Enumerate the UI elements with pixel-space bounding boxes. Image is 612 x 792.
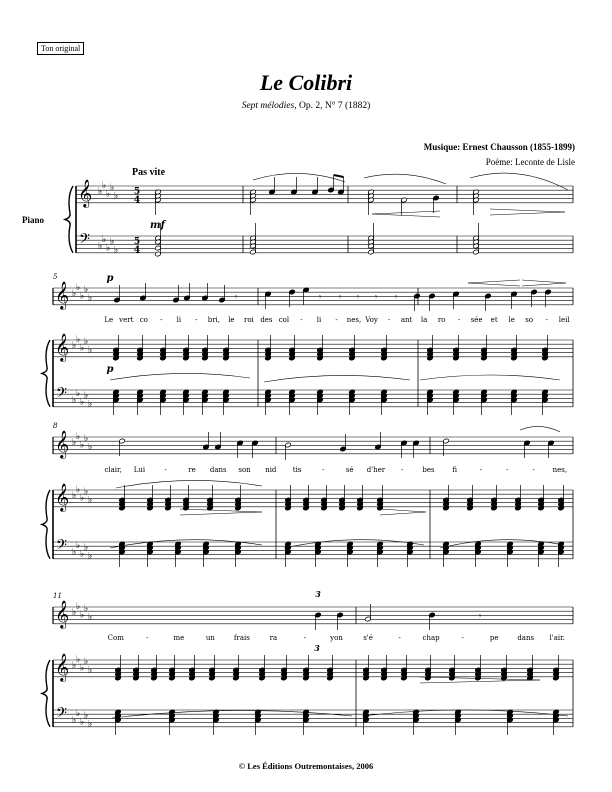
dynamic-mf: mf — [150, 220, 165, 231]
flat-icon: ♭ — [72, 608, 77, 619]
collection-name: Sept mélodies — [241, 101, 295, 111]
lyric-syllable: Voy — [365, 316, 378, 324]
flat-icon: ♭ — [76, 541, 81, 552]
slur — [440, 540, 564, 548]
flat-icon: ♭ — [80, 493, 85, 504]
lyric-syllable: re — [188, 466, 196, 474]
lyric-syllable: l'air. — [549, 634, 565, 642]
lyric-syllable: - — [146, 634, 149, 642]
lyric-syllable: co — [139, 316, 148, 324]
lyric-syllable: sé — [345, 466, 354, 474]
lyric-syllable: col — [278, 316, 290, 324]
slur — [520, 426, 560, 432]
lyric-syllable: nes, — [346, 316, 362, 324]
piano-treble-staff — [76, 186, 573, 203]
lyric-syllable: roi — [244, 316, 254, 324]
lyric-syllable: - — [300, 316, 303, 324]
flat-icon: ♭ — [72, 341, 77, 352]
slur — [110, 373, 250, 380]
flat-icon: ♭ — [76, 282, 81, 293]
crescendo-hairpin — [372, 211, 440, 217]
flat-icon: ♭ — [84, 285, 89, 295]
lyric-syllable: des — [260, 316, 273, 324]
lyric-syllable: li — [316, 316, 322, 324]
flat-icon: ♭ — [88, 551, 93, 562]
lyric-syllable: me — [173, 634, 185, 642]
time-sig-top: 5 — [133, 237, 141, 247]
lyric-syllable: d'her — [366, 466, 386, 474]
flat-icon: ♭ — [106, 243, 111, 254]
lyric-syllable: - — [545, 316, 548, 324]
lyric-syllable: - — [164, 466, 167, 474]
lyric-syllable: leil — [558, 316, 570, 324]
flat-icon: ♭ — [88, 612, 93, 623]
flat-icon: ♭ — [110, 183, 115, 193]
flat-icon: ♭ — [84, 543, 89, 554]
lyric-syllable: - — [461, 634, 464, 642]
eighth-rest: 𝄾 — [318, 293, 322, 303]
flat-icon: ♭ — [80, 549, 85, 560]
lyric-syllable: ant — [400, 316, 413, 324]
flat-icon: ♭ — [84, 711, 89, 722]
flat-icon: ♭ — [84, 337, 89, 347]
tuplet-number: 3 — [315, 589, 321, 599]
composer-credit: Musique: Ernest Chausson (1855-1899) — [423, 142, 575, 152]
lyric-syllable: vert — [119, 316, 134, 324]
lyric-syllable: - — [479, 466, 483, 474]
flat-icon: ♭ — [76, 601, 81, 612]
lyric-syllable: ro — [437, 316, 446, 324]
flat-icon: ♭ — [72, 491, 77, 502]
lyric-syllable: frais — [233, 634, 250, 642]
flat-icon: ♭ — [84, 434, 89, 444]
lyric-syllable: le — [508, 316, 515, 324]
lyric-syllable: - — [387, 316, 391, 324]
eighth-rest: 𝄾 — [356, 293, 360, 303]
lyric-syllable: yon — [330, 634, 343, 642]
slur — [253, 173, 345, 182]
flat-icon: ♭ — [114, 191, 119, 202]
flat-icon: ♭ — [88, 399, 93, 410]
bass-clef-icon: 𝄢 — [56, 385, 67, 405]
lyric-syllable: Le — [104, 316, 114, 324]
bass-clef-icon: 𝄢 — [56, 537, 67, 557]
lyric-syllable: pe — [489, 634, 499, 642]
piano-brace — [42, 490, 50, 559]
flat-icon: ♭ — [88, 442, 93, 453]
treble-clef-icon: 𝄞 — [55, 483, 70, 511]
tempo-marking: Pas vite — [132, 167, 166, 178]
crescendo-hairpin — [468, 280, 520, 286]
treble-clef-icon: 𝄞 — [55, 600, 70, 628]
flat-icon: ♭ — [72, 715, 77, 726]
slur — [264, 375, 410, 382]
time-sig-top: 5 — [133, 187, 141, 197]
lyric-syllable: s'é — [363, 634, 373, 642]
flat-icon: ♭ — [80, 440, 85, 451]
flat-icon: ♭ — [72, 289, 77, 300]
copyright-notice: © Les Éditions Outremontaises, 2006 — [238, 761, 374, 771]
treble-clef-icon: 𝄞 — [78, 179, 93, 207]
lyric-syllable: chap — [422, 634, 440, 642]
lyric-syllable: son — [238, 466, 251, 474]
flat-icon: ♭ — [88, 345, 93, 356]
lyric-syllable: sée — [470, 316, 483, 324]
lyric-syllable: - — [335, 316, 338, 324]
lyric-syllable: - — [506, 466, 509, 474]
poet-credit: Poème: Leconte de Lisle — [485, 157, 575, 167]
ton-original-label: Ton original — [37, 42, 84, 55]
time-sig-bottom: 4 — [133, 195, 141, 206]
lyric-syllable: tis — [292, 466, 302, 474]
voice-staff — [53, 607, 573, 624]
measure-number: 8 — [53, 422, 58, 430]
lyric-syllable: - — [532, 466, 535, 474]
bass-clef-icon: 𝄢 — [79, 231, 90, 251]
treble-clef-icon: 𝄞 — [55, 281, 70, 309]
flat-icon: ♭ — [114, 245, 119, 256]
flat-icon: ♭ — [76, 431, 81, 442]
flat-icon: ♭ — [80, 610, 85, 621]
lyric-syllable: ra — [269, 634, 278, 642]
lyric-syllable: bes — [422, 466, 435, 474]
flat-icon: ♭ — [88, 665, 93, 676]
eighth-rest: 𝄾 — [234, 293, 238, 303]
slur — [364, 174, 446, 184]
flat-icon: ♭ — [76, 484, 81, 495]
tuplet-number: 3 — [314, 643, 320, 653]
lyric-syllable: dans — [209, 466, 227, 474]
lyric-syllable: le — [228, 316, 235, 324]
lyric-syllable: la — [420, 316, 428, 324]
lyric-syllable: bri, — [207, 316, 221, 324]
lyric-syllable: - — [195, 316, 198, 324]
decrescendo-hairpin — [180, 509, 262, 515]
eighth-rest: 𝄾 — [374, 293, 378, 303]
piano-treble-staff — [53, 340, 573, 357]
flat-icon: ♭ — [72, 547, 77, 558]
treble-clef-icon: 𝄞 — [55, 653, 70, 681]
lyric-syllable: un — [205, 634, 215, 642]
eighth-rest: 𝄾 — [338, 293, 342, 303]
piano-brace — [42, 340, 50, 407]
flat-icon: ♭ — [84, 391, 89, 402]
lyric-syllable: - — [303, 634, 307, 642]
flat-icon: ♭ — [76, 389, 81, 400]
lyric-syllable: so — [525, 316, 534, 324]
lyric-syllable: - — [160, 316, 163, 324]
piano-brace — [65, 186, 73, 253]
flat-icon: ♭ — [76, 334, 81, 345]
lyric-syllable: fi — [452, 466, 458, 474]
treble-clef-icon: 𝄞 — [55, 430, 70, 458]
treble-clef-icon: 𝄞 — [55, 333, 70, 361]
decrescendo-hairpin — [522, 280, 566, 286]
eighth-rest: 𝄾 — [394, 293, 398, 303]
flat-icon: ♭ — [98, 187, 103, 198]
flat-icon: ♭ — [72, 438, 77, 449]
instrument-label: Piano — [22, 215, 45, 225]
slur — [116, 480, 262, 488]
flat-icon: ♭ — [80, 343, 85, 354]
piano-bass-staff — [53, 390, 573, 407]
dynamic-p: p — [106, 364, 114, 375]
slur — [470, 173, 568, 190]
measure-number: 5 — [53, 273, 58, 281]
slur — [362, 710, 568, 716]
slur — [284, 540, 424, 548]
eighth-rest: 𝄾 — [478, 612, 482, 622]
voice-staff — [53, 288, 573, 305]
dynamic-p: p — [106, 273, 114, 284]
flat-icon: ♭ — [88, 293, 93, 304]
lyric-syllable: Lui — [133, 466, 146, 474]
lyric-syllable: clair, — [104, 466, 122, 474]
flat-icon: ♭ — [110, 237, 115, 248]
piano-bass-staff — [76, 236, 573, 253]
lyric-syllable: dans — [517, 634, 535, 642]
flat-icon: ♭ — [80, 397, 85, 408]
lyric-syllable: - — [457, 316, 461, 324]
decrescendo-hairpin — [380, 509, 426, 515]
flat-icon: ♭ — [98, 241, 103, 252]
lyric-syllable: - — [398, 634, 401, 642]
song-title: Le Colibri — [259, 70, 353, 95]
lyric-syllable: nid — [265, 466, 277, 474]
lyric-syllable: - — [322, 466, 325, 474]
flat-icon: ♭ — [84, 604, 89, 614]
flat-icon: ♭ — [72, 661, 77, 672]
flat-icon: ♭ — [102, 235, 107, 246]
bass-clef-icon: 𝄢 — [56, 705, 67, 725]
piano-brace — [42, 660, 50, 727]
slur — [420, 375, 560, 380]
flat-icon: ♭ — [88, 719, 93, 730]
lyric-syllable: li — [176, 316, 182, 324]
lyric-syllable: nes, — [552, 466, 568, 474]
lyric-syllable: - — [401, 466, 404, 474]
flat-icon: ♭ — [72, 395, 77, 406]
voice-staff — [53, 437, 573, 454]
decrescendo-hairpin — [490, 209, 565, 215]
flat-icon: ♭ — [76, 709, 81, 720]
measure-number: 11 — [53, 592, 62, 600]
flat-icon: ♭ — [80, 717, 85, 728]
lyric-syllable: Com — [107, 634, 124, 642]
flat-icon: ♭ — [84, 487, 89, 497]
flat-icon: ♭ — [102, 180, 107, 191]
flat-icon: ♭ — [80, 291, 85, 302]
time-sig-bottom: 4 — [133, 245, 141, 256]
lyric-syllable: et — [490, 316, 498, 324]
flat-icon: ♭ — [88, 495, 93, 506]
flat-icon: ♭ — [106, 189, 111, 200]
flat-icon: ♭ — [84, 657, 89, 667]
beam — [334, 175, 344, 177]
flat-icon: ♭ — [80, 663, 85, 674]
flat-icon: ♭ — [76, 654, 81, 665]
piano-treble-staff — [53, 660, 573, 677]
opus-info: , Op. 2, N° 7 (1882) — [294, 101, 371, 111]
